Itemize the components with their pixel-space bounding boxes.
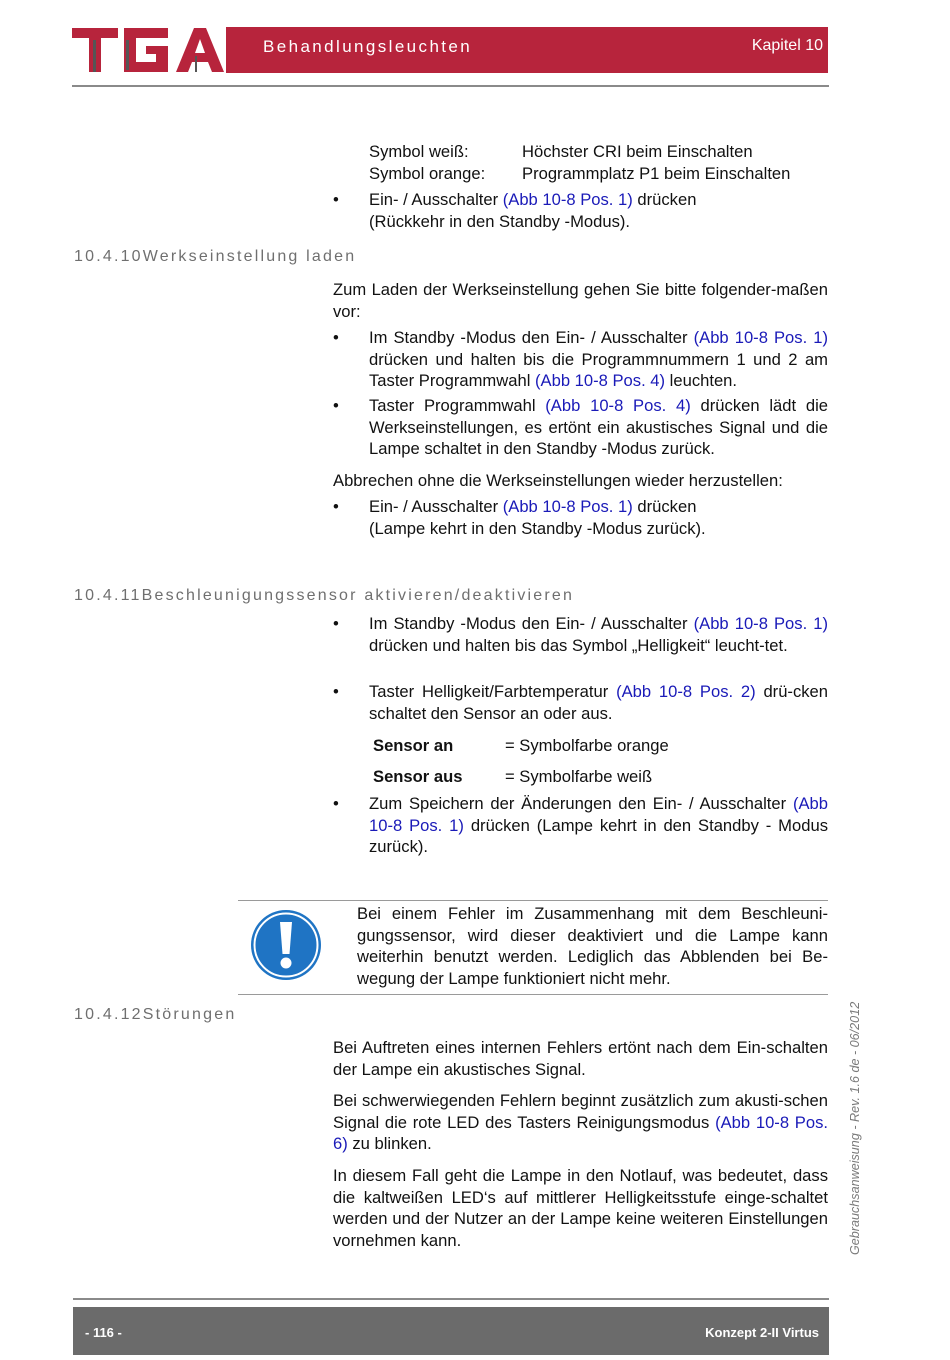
text: zu blinken. xyxy=(347,1134,432,1153)
chapter-label: Kapitel 10 xyxy=(751,37,823,54)
text: drücken und halten bis die Programmnummern 1 und 2 am Taster Programmwahl xyxy=(369,349,828,390)
bullet-marker: • xyxy=(333,794,339,813)
revision-note: Gebrauchsanweisung - Rev. 1.6 de - 06/2012 xyxy=(848,1001,862,1255)
text: drücken xyxy=(632,497,697,516)
paragraph xyxy=(333,1090,828,1155)
text: Taster Helligkeit/Farbtemperatur xyxy=(369,682,617,701)
sensor-on-value: = Symbolfarbe orange xyxy=(505,736,669,755)
bullet-marker: • xyxy=(333,190,339,209)
text: (Lampe kehrt in den Standby -Modus zurück). xyxy=(369,518,706,538)
header-title: Behandlungsleuchten xyxy=(263,37,473,56)
figure-reference: (Abb 10-8 Pos. 6) xyxy=(333,1112,828,1153)
figure-reference: (Abb 10-8 Pos. 1) xyxy=(502,497,633,516)
text: leuchten. xyxy=(665,371,738,390)
bullet-marker: • xyxy=(333,497,339,516)
figure-reference: (Abb 10-8 Pos. 2) xyxy=(616,682,756,701)
page-number: - 116 - xyxy=(85,1325,122,1340)
bullet-marker: • xyxy=(333,396,339,415)
symbol-white-value: Höchster CRI beim Einschalten xyxy=(522,142,753,161)
figure-reference: (Abb 10-8 Pos. 1) xyxy=(693,614,828,633)
list-item xyxy=(333,395,828,460)
sensor-on-label: Sensor an xyxy=(373,736,454,755)
product-name: Konzept 2-II Virtus xyxy=(705,1325,819,1340)
text: Im Standby -Modus den Ein- / Ausschalter xyxy=(369,328,694,347)
figure-reference: (Abb 10-8 Pos. 1) xyxy=(502,190,633,209)
note-top-divider xyxy=(238,900,828,901)
section-title: 10.4.11Beschleunigungssensor aktivieren/deaktivieren xyxy=(74,587,575,604)
text: Ein- / Ausschalter xyxy=(369,497,503,516)
list-item xyxy=(333,327,828,392)
text: drü-cken schaltet den Sensor an oder aus. xyxy=(369,682,829,723)
footer-divider xyxy=(73,1298,829,1300)
text: Zum Speichern der Änderungen den Ein- / Ausschalter xyxy=(369,794,793,813)
list-item xyxy=(333,681,828,724)
text: (Rückkehr in den Standby -Modus). xyxy=(369,211,631,231)
list-item xyxy=(333,189,828,232)
symbol-white-label: Symbol weiß: xyxy=(369,142,469,161)
text: Bei schwerwiegenden Fehlern beginnt zusätzlich zum akusti-schen Signal die rote LED des Tasters Reinigungsmodus xyxy=(333,1091,828,1132)
sensor-off-value: = Symbolfarbe weiß xyxy=(505,767,653,786)
header-bar xyxy=(226,27,828,73)
text: Ein- / Ausschalter xyxy=(369,190,503,209)
list-item xyxy=(333,793,828,858)
figure-reference: (Abb 10-8 Pos. 1) xyxy=(693,328,828,347)
symbol-orange-value: Programmplatz P1 beim Einschalten xyxy=(522,164,791,183)
tga-logo xyxy=(72,26,224,74)
footer-bar xyxy=(73,1307,829,1355)
bullet-marker: • xyxy=(333,614,339,633)
exclamation-icon xyxy=(250,909,322,981)
text: drücken (Lampe kehrt in den Standby - Modus zurück). xyxy=(369,815,828,856)
figure-reference: (Abb 10-8 Pos. 4) xyxy=(545,396,691,415)
bullet-marker: • xyxy=(333,682,339,701)
text: drücken und halten bis das Symbol „Helligkeit“ leucht-tet. xyxy=(369,635,788,655)
paragraph: Zum Laden der Werkseinstellung gehen Sie bitte folgender-maßen vor: xyxy=(333,280,828,321)
bullet-marker: • xyxy=(333,328,339,347)
paragraph: Bei Auftreten eines internen Fehlers ertönt nach dem Ein-schalten der Lampe ein akustisches Signal. xyxy=(333,1038,828,1079)
text: drücken lädt die Werkseinstellungen, es ertönt ein akustisches Signal und die Lampe schaltet in den Standby -Modus zurück. xyxy=(369,396,828,458)
text: Im Standby -Modus den Ein- / Ausschalter xyxy=(369,614,694,633)
section-title: 10.4.12Störungen xyxy=(74,1006,237,1023)
section-title: 10.4.10Werkseinstellung laden xyxy=(74,248,357,265)
text: Taster Programmwahl xyxy=(369,396,546,415)
list-item xyxy=(333,496,828,539)
figure-reference: (Abb 10-8 Pos. 4) xyxy=(535,371,666,390)
text: drücken xyxy=(632,190,697,209)
figure-reference: (Abb 10-8 Pos. 1) xyxy=(369,794,828,835)
list-item xyxy=(333,613,828,656)
symbol-orange-label: Symbol orange: xyxy=(369,164,486,183)
header-divider xyxy=(72,85,829,87)
note-text: Bei einem Fehler im Zusammenhang mit dem Beschleuni-gungssensor, wird dieser deaktiviert und die Lampe kann weiterhin benutzt werden. Lediglich das Abblenden bei Be-wegung der Lampe funktioniert nicht mehr. xyxy=(357,904,828,988)
paragraph: Abbrechen ohne die Werkseinstellungen wieder herzustellen: xyxy=(333,471,783,490)
paragraph: In diesem Fall geht die Lampe in den Notlauf, was bedeutet, dass die kaltweißen LED‘s auf mittlerer Helligkeitsstufe einge-schaltet werden und der Nutzer an der Lampe keine weiteren Einstellungen vornehmen kann. xyxy=(333,1166,828,1250)
note-bottom-divider xyxy=(238,994,828,995)
sensor-off-label: Sensor aus xyxy=(373,767,463,786)
